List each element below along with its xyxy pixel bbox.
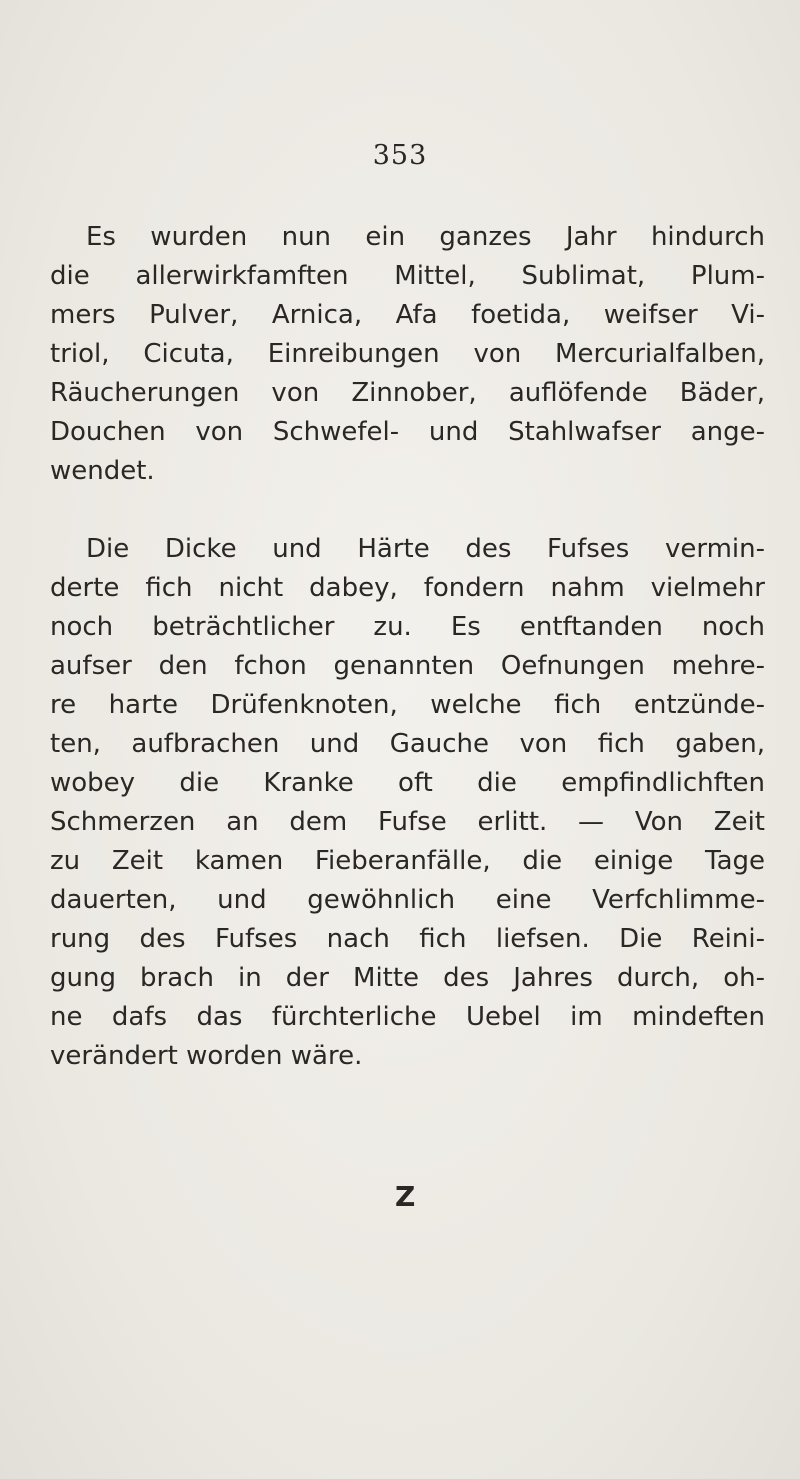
text-line: re harte Drüfenknoten, welche fich entzünde- [50,690,765,720]
text-line: ne dafs das fürchterliche Uebel im mindeften [50,1002,765,1032]
text-line: dauerten, und gewöhnlich eine Verfchlimme- [50,885,765,915]
text-line: noch beträchtlicher zu. Es entftanden noch [50,612,765,642]
catchword: Z [395,1180,416,1213]
text-line: wobey die Kranke oft die empfindlichften [50,768,765,798]
text-line: aufser den fchon genannten Oefnungen mehre- [50,651,765,681]
text-line: Die Dicke und Härte des Fufses vermin- [86,534,765,564]
text-line: Schmerzen an dem Fufse erlitt. — Von Zeit [50,807,765,837]
text-line: verändert worden wäre. [50,1041,363,1071]
text-line: derte fich nicht dabey, fondern nahm vielmehr [50,573,765,603]
text-line: wendet. [50,456,155,486]
text-line: ten, aufbrachen und Gauche von fich gaben, [50,729,765,759]
text-line: die allerwirkfamften Mittel, Sublimat, Plum- [50,261,765,291]
text-line: triol, Cicuta, Einreibungen von Mercurialfalben, [50,339,765,369]
text-line: Douchen von Schwefel- und Stahlwafser ange- [50,417,765,447]
page-number: 353 [372,140,428,171]
paragraph-2 [50,530,765,1076]
text-line: Räucherungen von Zinnober, auflöfende Bäder, [50,378,765,408]
body-text [50,218,765,1076]
text-line: Es wurden nun ein ganzes Jahr hindurch [86,222,765,252]
text-line: gung brach in der Mitte des Jahres durch, oh- [50,963,765,993]
text-line: mers Pulver, Arnica, Afa foetida, weifser Vi- [50,300,765,330]
text-line: zu Zeit kamen Fieberanfälle, die einige Tage [50,846,765,876]
text-line: rung des Fufses nach fich liefsen. Die Reini- [50,924,765,954]
paragraph-1 [50,218,765,491]
